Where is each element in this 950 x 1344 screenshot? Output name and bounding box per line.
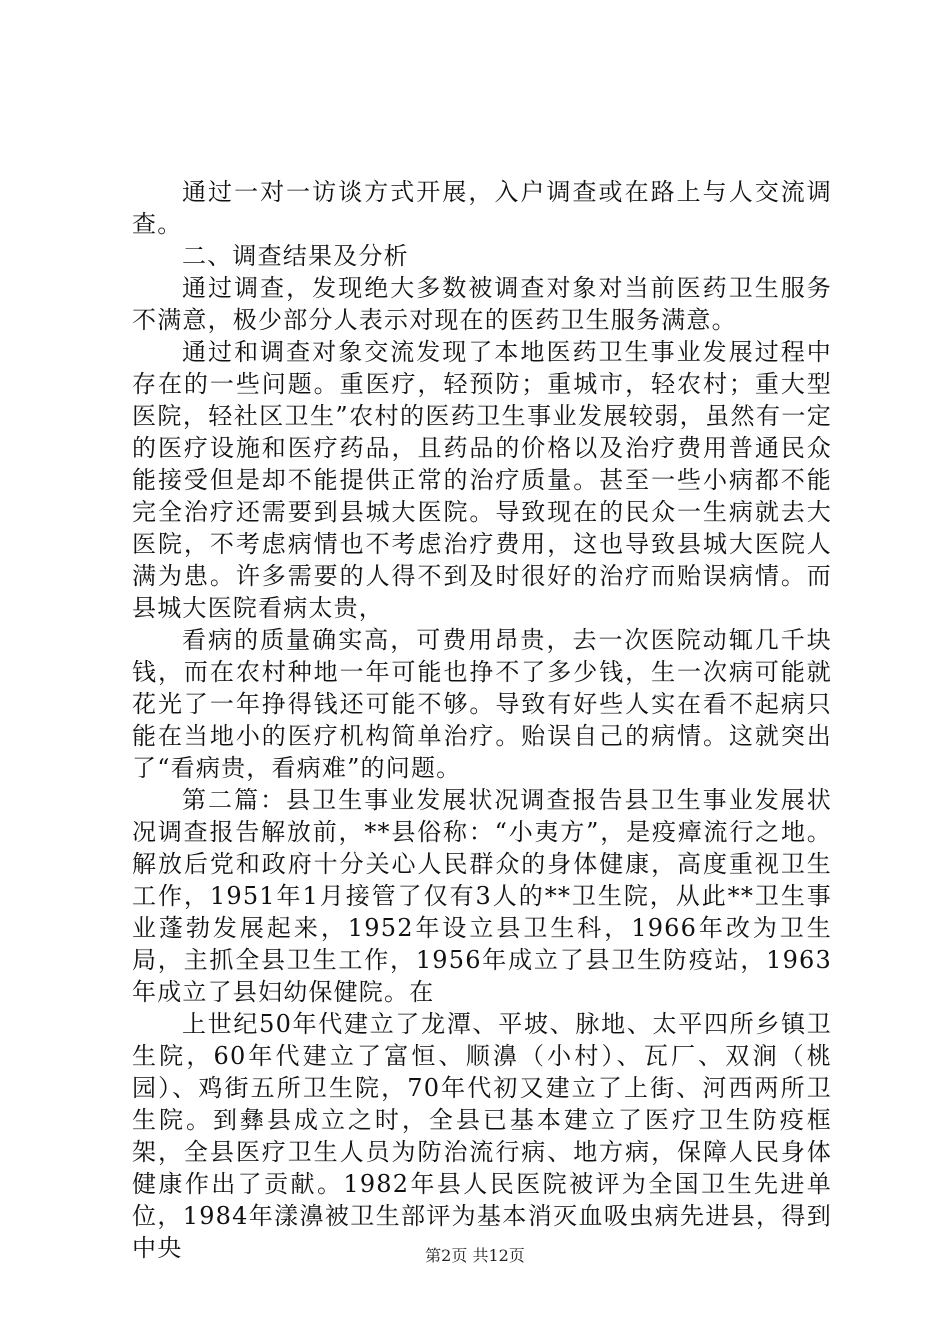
section-heading: 二、调查结果及分析 [182, 242, 409, 270]
paragraph-4: 看病的质量确实高，可费用昂贵，去一次医院动辄几千块钱，而在农村种地一年可能也挣不了多少钱，生一次病可能就花光了一年挣得钱还可能不够。导致有好些人实在看不起病只能在当地小的医疗机构简单治疗。贻误自己的病情。这就突出了“看病贵，看病难”的问题。 [132, 626, 832, 782]
paragraph-3: 通过和调查对象交流发现了本地医药卫生事业发展过程中存在的一些问题。重医疗，轻预防；重城市，轻农村；重大型医院，轻社区卫生”农村的医药卫生事业发展较弱，虽然有一定的医疗设施和医疗药品，且药品的价格以及治疗费用普通民众能接受但是却不能提供正常的治疗质量。甚至一些小病都不能完全治疗还需要到县城大医院。导致现在的民众一生病就去大医院，不考虑病情也不考虑治疗费用，这也导致县城大医院人满为患。许多需要的人得不到及时很好的治疗而贻误病情。而县城大医院看病太贵， [132, 338, 832, 622]
paragraph-5: 第二篇：县卫生事业发展状况调查报告县卫生事业发展状况调查报告解放前，**县俗称：“小夷方”，是疫瘴流行之地。解放后党和政府十分关心人民群众的身体健康，高度重视卫生工作，1951年1月接管了仅有3人的**卫生院，从此**卫生事业蓬勃发展起来，1952年设立县卫生科，1966年改为卫生局，主抓全县卫生工作，1956年成立了县卫生防疫站，1963年成立了县妇幼保健院。在 [132, 786, 832, 1006]
page-footer: 第2页 共12页 [425, 1246, 525, 1265]
paragraph-2: 通过调查，发现绝大多数被调查对象对当前医药卫生服务不满意，极少部分人表示对现在的医药卫生服务满意。 [132, 274, 832, 334]
paragraph-1: 通过一对一访谈方式开展，入户调查或在路上与人交流调查。 [132, 178, 832, 238]
document-body [132, 176, 832, 1264]
paragraph-6: 上世纪50年代建立了龙潭、平坡、脉地、太平四所乡镇卫生院，60年代建立了富恒、顺濞（小村）、瓦厂、双涧（桃园）、鸡街五所卫生院，70年代初又建立了上街、河西两所卫生院。到彝县成立之时，全县已基本建立了医疗卫生防疫框架，全县医疗卫生人员为防治流行病、地方病，保障人民身体健康作出了贡献。1982年县人民医院被评为全国卫生先进单位，1984年漾濞被卫生部评为基本消灭血吸虫病先进县，得到中央 [132, 1010, 832, 1262]
